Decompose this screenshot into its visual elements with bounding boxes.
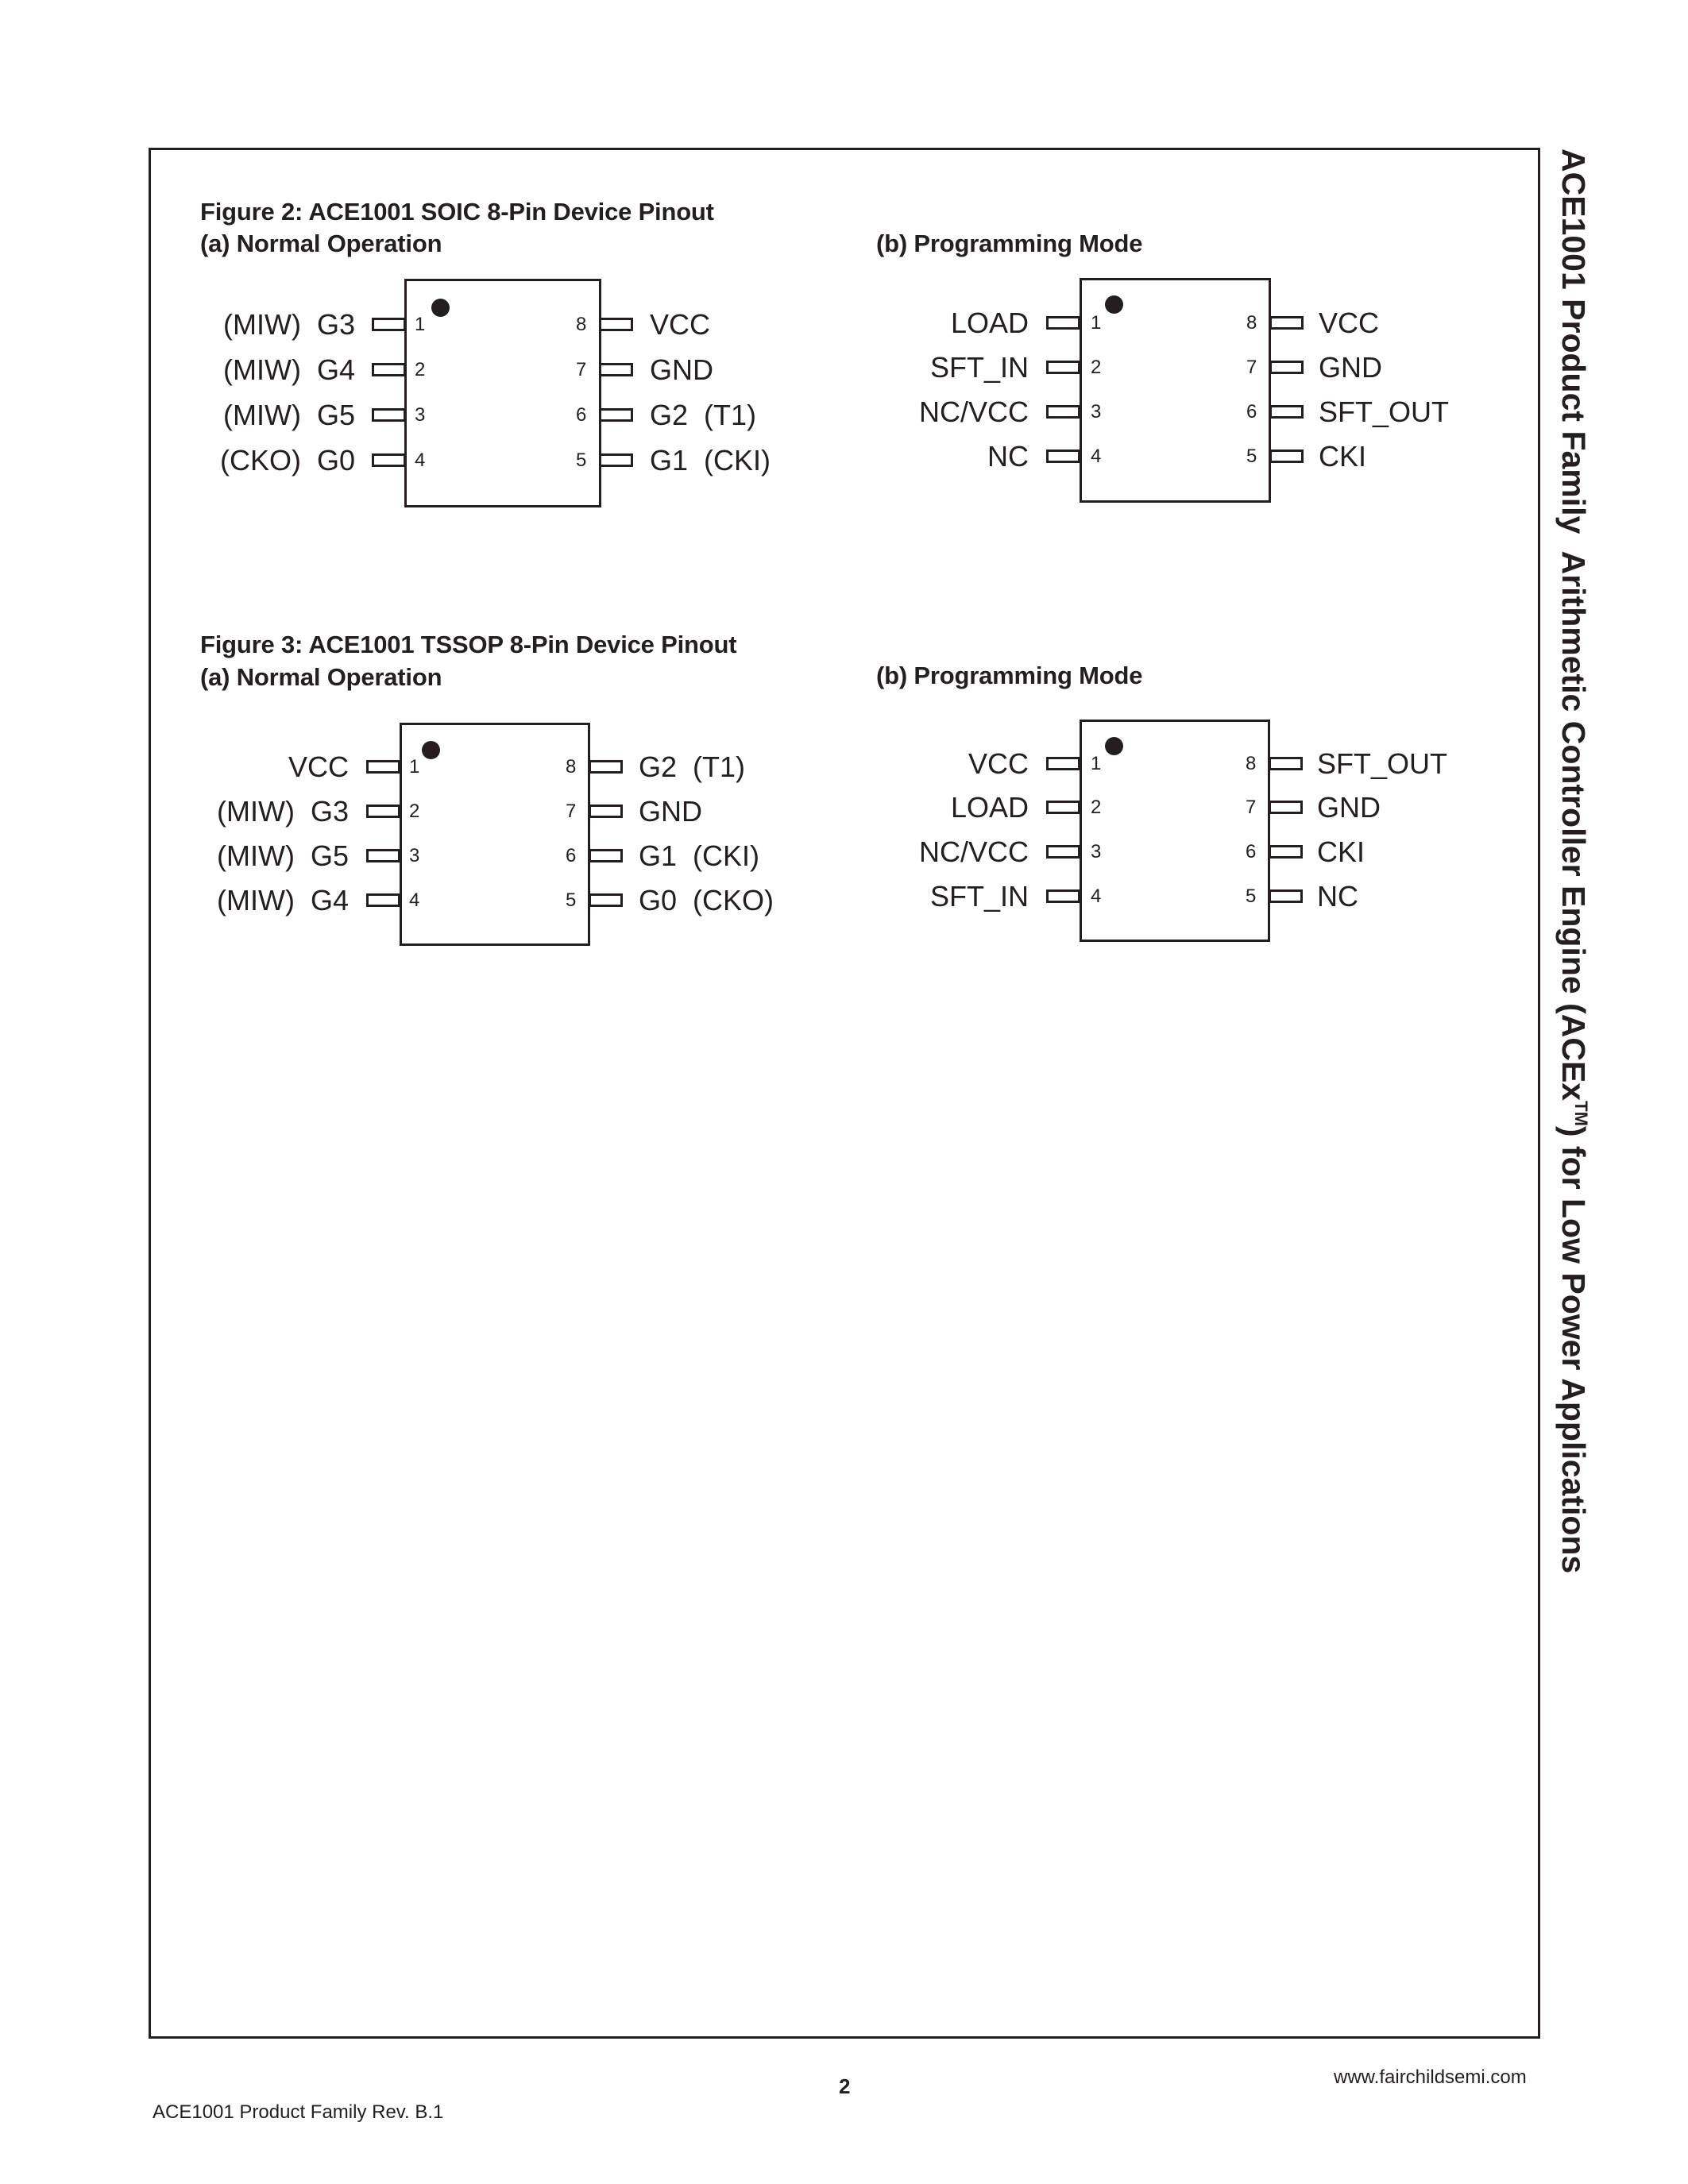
- pin-number: 6: [566, 845, 577, 866]
- pin-lead: [1046, 757, 1080, 770]
- side-title-main: ACE1001 Product Family Arithmetic Controller Engine (ACEx: [1555, 149, 1592, 1102]
- pin-number: 3: [415, 404, 426, 426]
- pin-number: 1: [415, 314, 426, 335]
- pin-lead: [1269, 316, 1304, 330]
- pin1-indicator-dot: [422, 741, 440, 759]
- pin-label: (MIW) G4: [223, 353, 355, 386]
- pin-label: SFT_OUT: [1317, 747, 1448, 780]
- pin1-indicator-dot: [1105, 737, 1123, 755]
- pin1-indicator-dot: [1105, 295, 1123, 314]
- pin-number: 2: [1091, 357, 1102, 378]
- pin-number: 7: [566, 801, 577, 822]
- pin-lead: [366, 805, 400, 818]
- pin-lead: [599, 363, 633, 376]
- figure3-title: Figure 3: ACE1001 TSSOP 8-Pin Device Pinout: [200, 631, 737, 658]
- pin-lead: [372, 318, 406, 331]
- pin-lead: [1046, 361, 1080, 374]
- pin-label: VCC: [968, 747, 1029, 780]
- pin-label: NC: [987, 440, 1029, 473]
- pin-label: GND: [1319, 351, 1382, 384]
- page-number: 2: [839, 2074, 851, 2098]
- pin-lead: [599, 408, 633, 422]
- pin-lead: [366, 893, 400, 907]
- figure3-normal-subtitle: (a) Normal Operation: [200, 663, 442, 691]
- pin-number: 8: [576, 314, 587, 335]
- pin-label: (MIW) G3: [217, 795, 349, 828]
- pin-number: 5: [566, 889, 577, 911]
- pin-label: NC: [1317, 880, 1358, 913]
- pin-lead: [366, 849, 400, 862]
- pin-label: NC/VCC: [918, 396, 1029, 428]
- pin-number: 5: [576, 450, 587, 471]
- pin-lead: [372, 453, 406, 467]
- pin-label: VCC: [650, 308, 711, 341]
- pin-lead: [366, 760, 400, 774]
- pin-label: G2 (T1): [650, 399, 757, 431]
- pin-number: 1: [1091, 312, 1102, 334]
- pin-number: 7: [1246, 357, 1257, 378]
- pin-lead: [1269, 889, 1303, 903]
- pin-number: 5: [1246, 446, 1257, 467]
- trademark-mark: TM: [1571, 1101, 1591, 1126]
- pin-number: 7: [1246, 797, 1257, 818]
- pin-number: 2: [1091, 797, 1102, 818]
- pin1-indicator-dot: [431, 299, 450, 317]
- pin-number: 1: [1091, 753, 1102, 774]
- footer-url[interactable]: www.fairchildsemi.com: [1334, 2066, 1527, 2088]
- figure2-programming-subtitle: (b) Programming Mode: [876, 230, 1143, 257]
- pin-label: GND: [1317, 791, 1381, 824]
- pin-label: G2 (T1): [639, 751, 746, 783]
- pin-label: CKI: [1319, 440, 1367, 473]
- pin-label: LOAD: [950, 307, 1029, 339]
- pin-number: 7: [576, 359, 587, 380]
- pin-number: 4: [415, 450, 426, 471]
- pin-number: 2: [409, 801, 420, 822]
- pin-number: 3: [1091, 401, 1102, 423]
- pin-label: G0 (CKO): [639, 884, 774, 916]
- side-title-tail: ) for Low Power Applications: [1555, 1125, 1592, 1574]
- pin-lead: [1046, 316, 1080, 330]
- pin-number: 6: [1246, 841, 1257, 862]
- side-title: [1557, 149, 1590, 1573]
- footer-doc-revision: ACE1001 Product Family Rev. B.1: [153, 2101, 444, 2123]
- pin-label: (MIW) G5: [223, 399, 355, 431]
- pin-lead: [1269, 757, 1303, 770]
- pin-label: SFT_IN: [929, 880, 1029, 913]
- pin-lead: [1269, 405, 1304, 419]
- pin-label: SFT_IN: [929, 351, 1029, 384]
- pin-number: 8: [1246, 312, 1257, 334]
- pin-label: GND: [639, 795, 702, 828]
- pin-label: (MIW) G3: [223, 308, 355, 341]
- pin-label: (MIW) G5: [217, 839, 349, 872]
- pin-number: 8: [1246, 753, 1257, 774]
- pin-label: SFT_OUT: [1319, 396, 1450, 428]
- pin-lead: [1046, 450, 1080, 463]
- pin-lead: [1269, 361, 1304, 374]
- pin-number: 4: [1091, 446, 1102, 467]
- pin-number: 2: [415, 359, 426, 380]
- pin-label: (MIW) G4: [217, 884, 349, 916]
- pin-label: CKI: [1317, 835, 1365, 868]
- pin-number: 3: [409, 845, 420, 866]
- pin-lead: [1046, 845, 1080, 859]
- pin-label: VCC: [1319, 307, 1380, 339]
- pin-number: 6: [1246, 401, 1257, 423]
- pin-lead: [1269, 845, 1303, 859]
- pin-lead: [1269, 801, 1303, 814]
- pin-label: VCC: [288, 751, 349, 783]
- pin-label: (CKO) G0: [219, 444, 355, 477]
- pin-number: 6: [576, 404, 587, 426]
- figure2-normal-subtitle: (a) Normal Operation: [200, 230, 442, 257]
- pin-lead: [1269, 450, 1304, 463]
- pin-lead: [589, 893, 623, 907]
- pin-number: 1: [409, 756, 420, 778]
- pin-number: 8: [566, 756, 577, 778]
- pin-lead: [589, 849, 623, 862]
- pin-label: GND: [650, 353, 713, 386]
- pin-number: 3: [1091, 841, 1102, 862]
- pin-number: 4: [409, 889, 420, 911]
- pin-label: NC/VCC: [918, 835, 1029, 868]
- pin-label: G1 (CKI): [639, 839, 760, 872]
- pin-lead: [372, 408, 406, 422]
- pin-number: 4: [1091, 886, 1102, 907]
- pin-lead: [589, 805, 623, 818]
- pin-label: G1 (CKI): [650, 444, 771, 477]
- pin-lead: [1046, 801, 1080, 814]
- pin-lead: [599, 453, 633, 467]
- page-frame: [149, 148, 1540, 2039]
- pin-lead: [589, 760, 623, 774]
- figure3-programming-subtitle: (b) Programming Mode: [876, 662, 1143, 689]
- pin-lead: [372, 363, 406, 376]
- pin-lead: [599, 318, 633, 331]
- pin-number: 5: [1246, 886, 1257, 907]
- pin-lead: [1046, 405, 1080, 419]
- pin-label: LOAD: [950, 791, 1029, 824]
- pin-lead: [1046, 889, 1080, 903]
- figure2-title: Figure 2: ACE1001 SOIC 8-Pin Device Pinout: [200, 198, 714, 226]
